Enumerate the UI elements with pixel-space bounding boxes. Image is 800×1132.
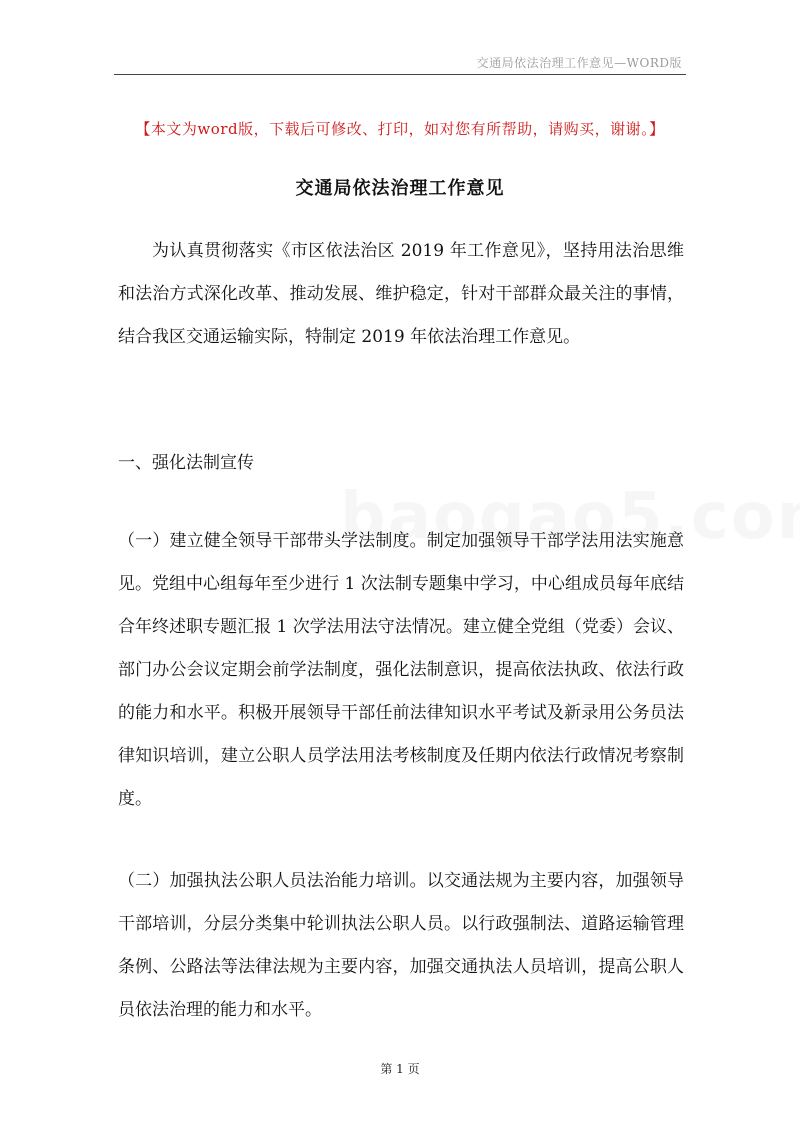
purchase-notice: 【本文为word版，下载后可修改、打印，如对您有所帮助，请购买，谢谢。】 xyxy=(135,120,665,138)
section-heading-1: 一、强化法制宣传 xyxy=(118,453,254,473)
page-number: 第 1 页 xyxy=(380,1062,420,1076)
intro-paragraph: 为认真贯彻落实《市区依法治区 2019 年工作意见》，坚持用法治思维和法治方式深化改革、推动发展、维护稳定，针对干部群众最关注的事情，结合我区交通运输实际，特制定 2019 年依法治理工作意见。 xyxy=(118,241,684,347)
item-paragraph-1: （一）建立健全领导干部带头学法制度。制定加强领导干部学法用法实施意见。党组中心组每年至少进行 1 次法制专题集中学习，中心组成员每年底结合年终述职专题汇报 1 次学法用法守法情况。建立健全党组（党委）会议、部门办公会议定期会前学法制度，强化法制意识，提高依法执政、依法行政的能力和水平。积极开展领导干部任前法律知识水平考试及新录用公务员法律知识培训，建立公职人员学法用法考核制度及任期内依法行政情况考察制度。 xyxy=(118,531,684,809)
header-divider xyxy=(114,74,686,75)
item-paragraph-2: （二）加强执法公职人员法治能力培训。以交通法规为主要内容，加强领导干部培训，分层分类集中轮训执法公职人员。以行政强制法、道路运输管理条例、公路法等法律法规为主要内容，加强交通执法人员培训，提高公职人员依法治理的能力和水平。 xyxy=(118,871,684,1020)
running-header: 交通局依法治理工作意见—WORD版 xyxy=(476,56,682,70)
document-title: 交通局依法治理工作意见 xyxy=(295,178,505,199)
